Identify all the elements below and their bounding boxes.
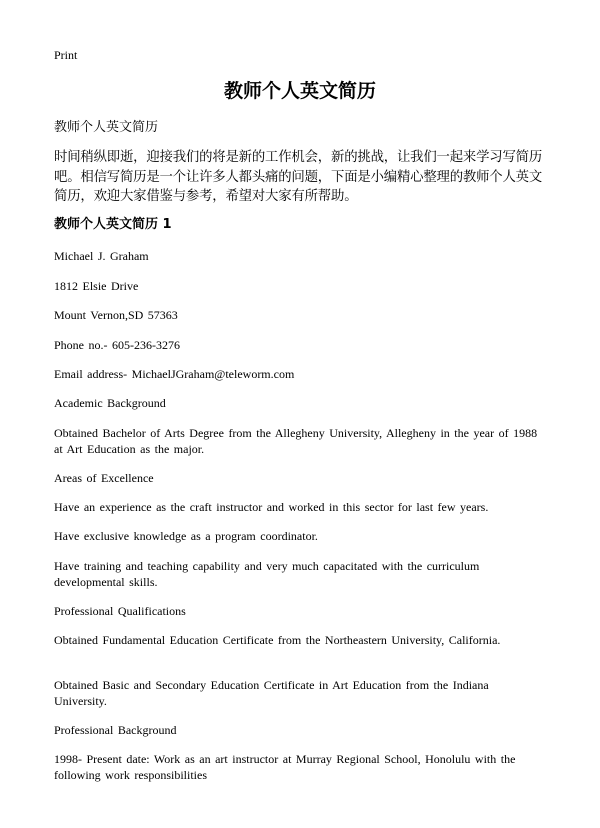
excellence-item: Have an experience as the craft instructor and worked in this sector for last few years. [54,500,489,514]
qualification-item: Obtained Basic and Secondary Education Certificate in Art Education from the Indiana University. [54,678,489,708]
excellence-item: Have training and teaching capability and very much capacitated with the curriculum developmental skills. [54,559,480,589]
resume-address-city: Mount Vernon,SD 57363 [54,308,178,322]
resume-email: Email address- MichaelJGraham@teleworm.com [54,367,295,381]
excellence-item: Have exclusive knowledge as a program coordinator. [54,529,318,543]
background-heading: Professional Background [54,723,177,737]
qualifications-heading: Professional Qualifications [54,604,186,618]
page-title: 教师个人英文简历 [223,80,376,102]
section-heading: 教师个人英文简历 1 [54,217,172,232]
academic-heading: Academic Background [54,396,166,410]
resume-address-street: 1812 Elsie Drive [54,279,139,293]
background-item: 1998- Present date: Work as an art instructor at Murray Regional School, Honolulu with the following work responsibilities [54,752,516,782]
excellence-heading: Areas of Excellence [54,471,154,485]
resume-name: Michael J. Graham [54,249,149,263]
intro-paragraph: 时间稍纵即逝，迎接我们的将是新的工作机会，新的挑战，让我们一起来学习写简历吧。相信写简历是一个让许多人都头痛的问题，下面是小编精心整理的教师个人英文简历，欢迎大家借鉴与参考，希望对大家有所帮助。 [54,150,543,204]
qualification-item: Obtained Fundamental Education Certificate from the Northeastern University, California. [54,633,501,647]
subtitle: 教师个人英文简历 [54,120,159,135]
print-link[interactable]: Print [54,48,78,62]
resume-phone: Phone no.- 605-236-3276 [54,338,180,352]
academic-text: Obtained Bachelor of Arts Degree from the Allegheny University, Allegheny in the year of 1988 at Art Education as the major. [54,426,538,456]
